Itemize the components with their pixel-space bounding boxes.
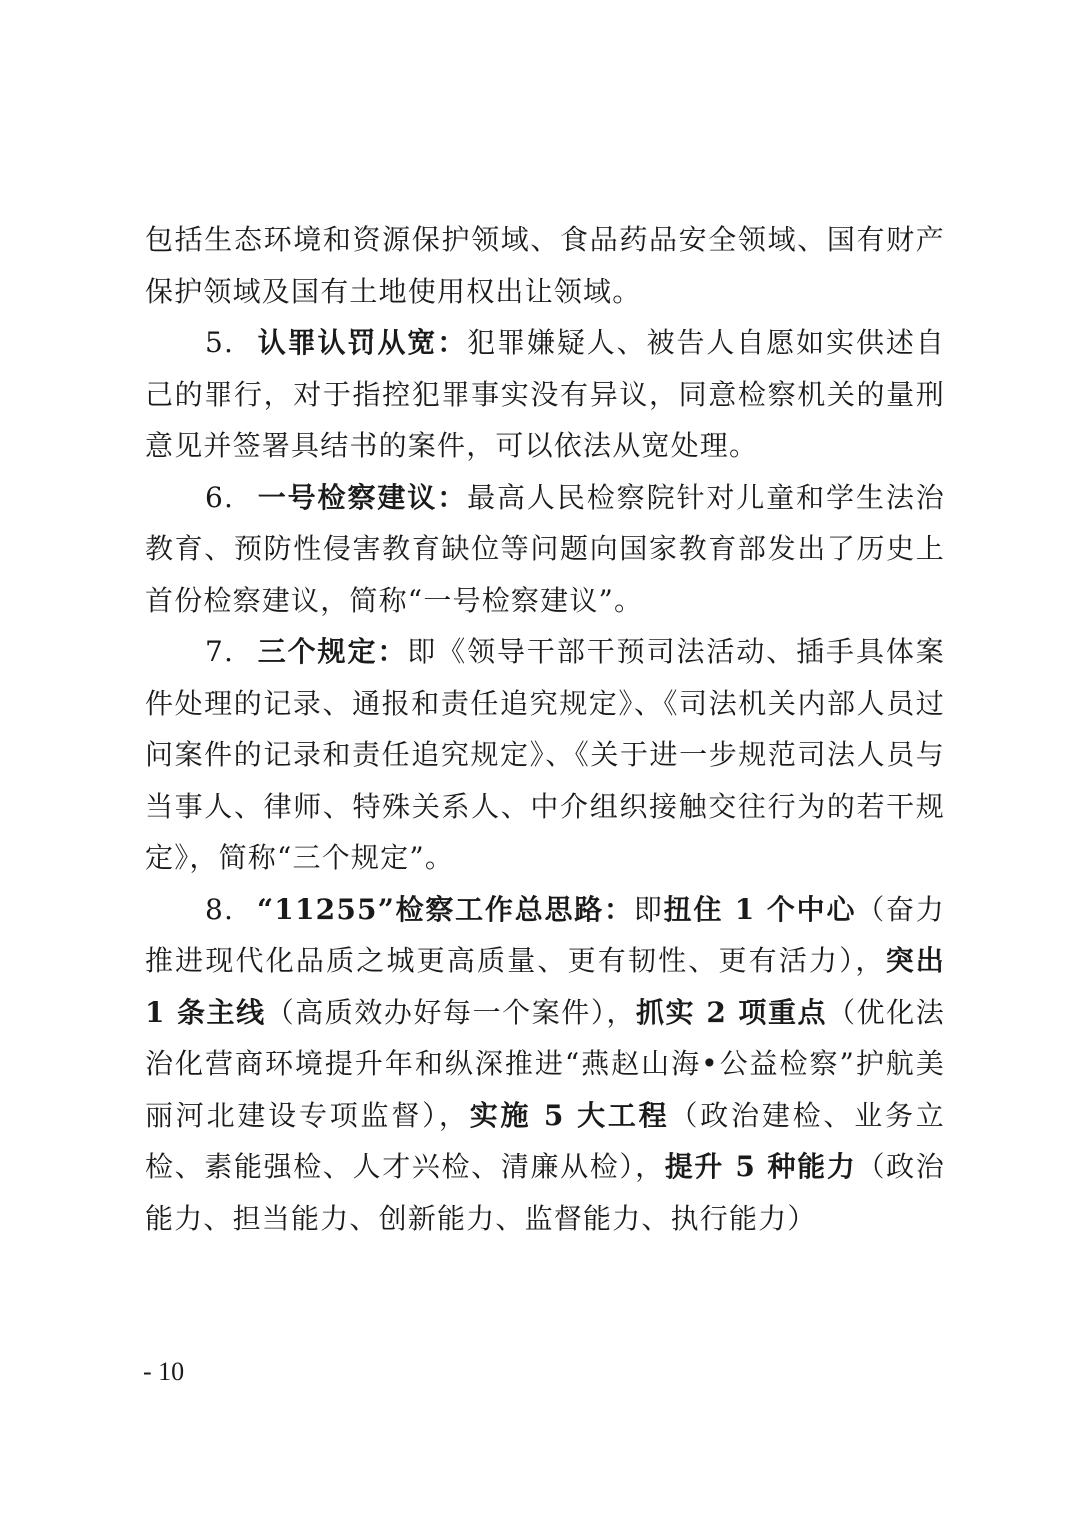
definition-term: 一号检察建议： (257, 480, 468, 514)
definition-text: 犯罪嫌疑人、被告人自愿如实供述自己的罪行，对于指控犯罪事实没有异议，同意检察机关的量刑意见并签署具结书的案件，可以依法从宽处理。 (145, 326, 946, 462)
definition-8 (145, 884, 945, 1245)
definition-7 (145, 626, 945, 884)
item-number: 6. (205, 480, 235, 514)
paragraph-continuation (145, 214, 945, 317)
item-number: 7. (205, 635, 235, 668)
item-number: 8. (205, 892, 235, 926)
item-number: 5. (205, 326, 235, 359)
key-point-1-detail: （奋力推进现代化品质之城更高质量、更有韧性、更有活力）， (145, 892, 945, 977)
definition-text: 即 (633, 892, 664, 926)
definition-term: 认罪认罚从宽： (257, 326, 468, 359)
definition-text: 最高人民检察院针对儿童和学生法治教育、预防性侵害教育缺位等问题向国家教育部发出了历史上首份检察建议，简称“一号检察建议”。 (145, 480, 946, 617)
key-point-1: 扭住 1 个中心 (663, 892, 857, 926)
definition-term: 三个规定： (257, 635, 408, 668)
key-point-4: 实施 5 大工程 (469, 1098, 670, 1132)
definition-term: “11255”检察工作总思路： (257, 892, 634, 926)
key-point-2: 突出 1 条主线 (145, 944, 945, 1029)
definition-text: 即《领导干部干预司法活动、插手具体案件处理的记录、通报和责任追究规定》、《司法机关内部人员过问案件的记录和责任追究规定》、《关于进一步规范司法人员与当事人、律师、特殊关系人、中介组织接触交往行为的若干规定》，简称“三个规定”。 (145, 635, 945, 874)
key-point-3: 抓实 2 项重点 (635, 995, 828, 1029)
key-point-5-detail: （政治能力、担当能力、创新能力、监督能力、执行能力） (145, 1150, 945, 1235)
key-point-4-detail: （政治建检、业务立检、素能强检、人才兴检、清廉从检）， (145, 1098, 945, 1183)
definition-5 (145, 317, 945, 472)
definition-6 (145, 472, 945, 627)
key-point-3-detail: （优化法治化营商环境提升年和纵深推进“燕赵山海•公益检察”护航美丽河北建设专项监督）， (145, 995, 945, 1132)
paragraph-text: 包括生态环境和资源保护领域、食品药品安全领域、国有财产保护领域及国有土地使用权出让领域。 (145, 223, 945, 308)
key-point-5: 提升 5 种能力 (664, 1150, 857, 1183)
document-body (145, 214, 945, 1244)
key-point-2-detail: （高质效办好每一个案件）， (265, 995, 636, 1029)
page-number: - 10 (143, 1357, 185, 1386)
